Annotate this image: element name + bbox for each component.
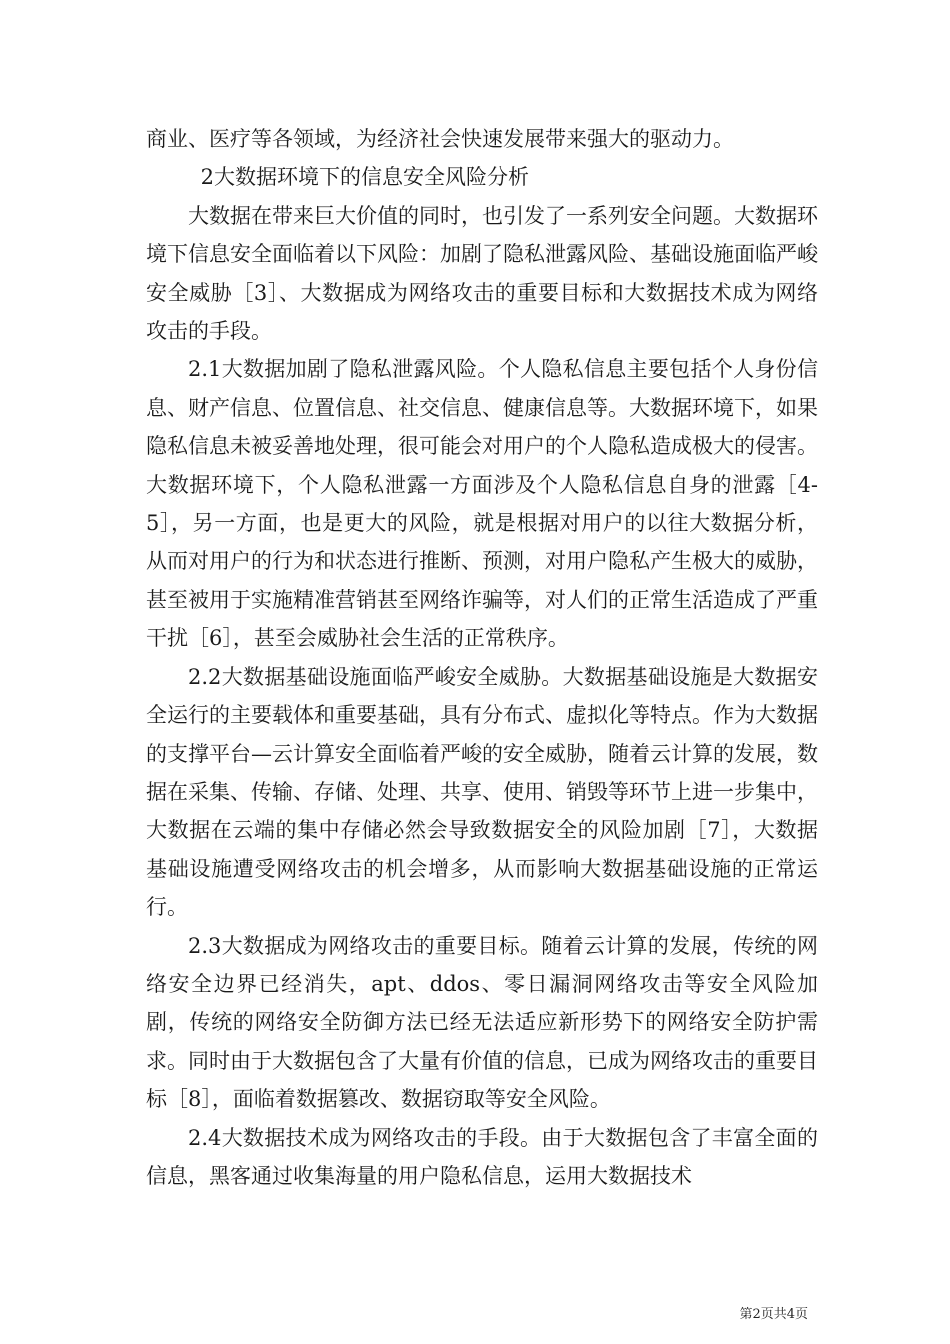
- document-body: [146, 120, 818, 1195]
- paragraph-2-1: 2.1大数据加剧了隐私泄露风险。个人隐私信息主要包括个人身份信息、财产信息、位置信息、社交信息、健康信息等。大数据环境下，如果隐私信息未被妥善地处理，很可能会对用户的个人隐私造成极大的侵害。大数据环境下，个人隐私泄露一方面涉及个人隐私信息自身的泄露［4-5］，另一方面，也是更大的风险，就是根据对用户的以往大数据分析，从而对用户的行为和状态进行推断、预测，对用户隐私产生极大的威胁，甚至被用于实施精准营销甚至网络诈骗等，对人们的正常生活造成了严重干扰［6］，甚至会威胁社会生活的正常秩序。: [146, 357, 818, 651]
- paragraph-continued: 商业、医疗等各领域，为经济社会快速发展带来强大的驱动力。: [146, 127, 734, 151]
- paragraph-2-4: 2.4大数据技术成为网络攻击的手段。由于大数据包含了丰富全面的信息，黑客通过收集海量的用户隐私信息，运用大数据技术: [146, 1125, 818, 1188]
- page-number-footer: 第2页共4页: [739, 1307, 808, 1322]
- paragraph-intro: 大数据在带来巨大价值的同时，也引发了一系列安全问题。大数据环境下信息安全面临着以下风险：加剧了隐私泄露风险、基础设施面临严峻安全威胁［3］、大数据成为网络攻击的重要目标和大数据技术成为网络攻击的手段。: [146, 203, 818, 344]
- paragraph-2-3: 2.3大数据成为网络攻击的重要目标。随着云计算的发展，传统的网络安全边界已经消失，apt、ddos、零日漏洞网络攻击等安全风险加剧，传统的网络安全防御方法已经无法适应新形势下的网络安全防护需求。同时由于大数据包含了大量有价值的信息，已成为网络攻击的重要目标［8］，面临着数据篡改、数据窃取等安全风险。: [146, 933, 818, 1112]
- section-heading: 2大数据环境下的信息安全风险分析: [200, 165, 529, 190]
- paragraph-2-2: 2.2大数据基础设施面临严峻安全威胁。大数据基础设施是大数据安全运行的主要载体和重要基础，具有分布式、虚拟化等特点。作为大数据的支撑平台—云计算安全面临着严峻的安全威胁，随着云计算的发展，数据在采集、传输、存储、处理、共享、使用、销毁等环节上进一步集中，大数据在云端的集中存储必然会导致数据安全的风险加剧［7］，大数据基础设施遭受网络攻击的机会增多，从而影响大数据基础设施的正常运行。: [146, 664, 818, 920]
